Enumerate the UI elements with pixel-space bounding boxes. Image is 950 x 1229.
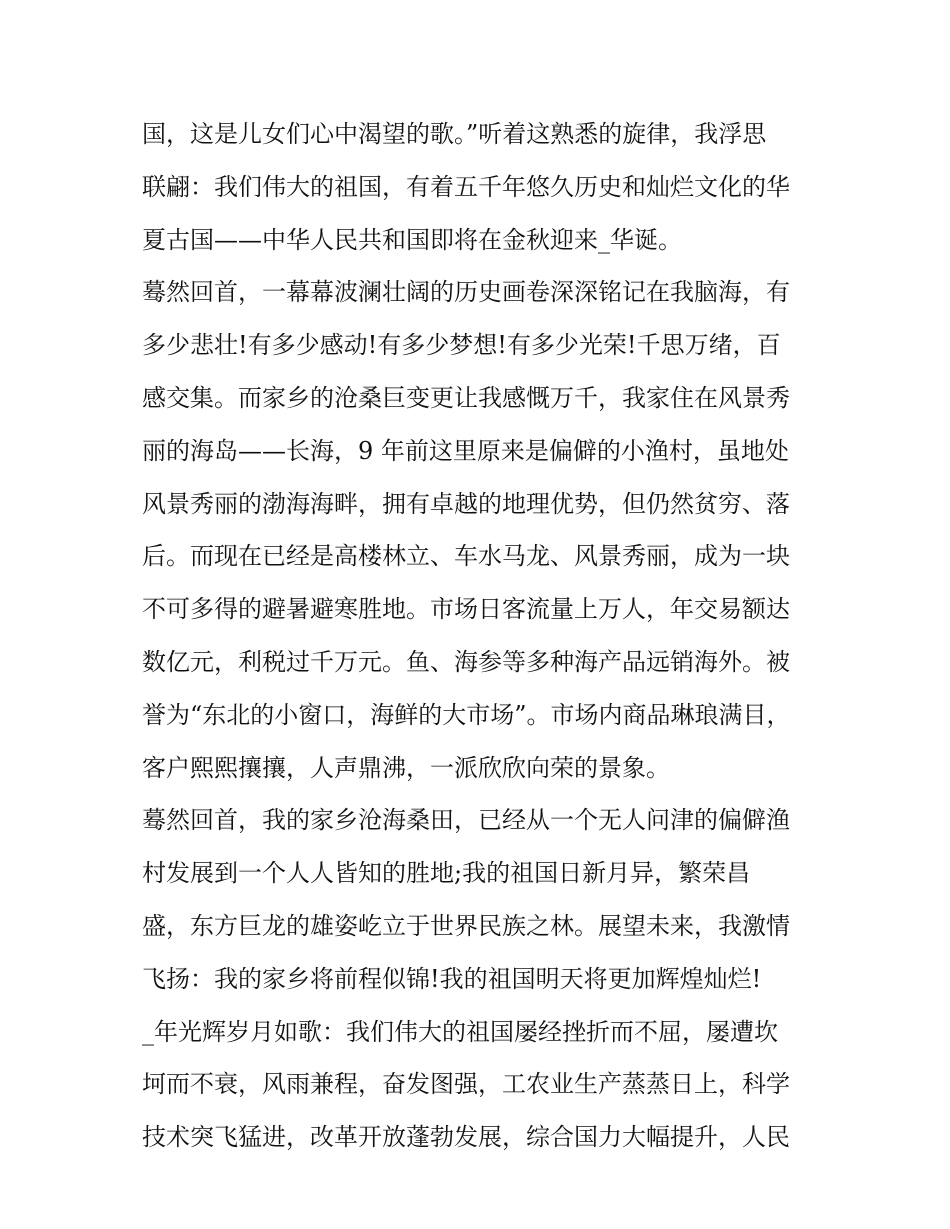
text-line: 国，这是儿女们心中渴望的歌。”听着这熟悉的旋律，我浮思: [142, 120, 767, 148]
text-line: 感交集。而家乡的沧桑巨变更让我感慨万千，我家住在风景秀: [142, 383, 790, 412]
text-line: 不可多得的避暑避寒胜地。市场日客流量上万人，年交易额达: [142, 595, 790, 624]
text-line: 多少悲壮!有多少感动!有多少梦想!有多少光荣!千思万绪，百: [142, 331, 781, 360]
text-line: _年光辉岁月如歌：我们伟大的祖国屡经挫折而不屈，屡遭坎: [142, 1017, 778, 1046]
text-line: 联翩：我们伟大的祖国，有着五千年悠久历史和灿烂文化的华: [142, 172, 790, 201]
text-line: 坷而不衰，风雨兼程，奋发图强，工农业生产蒸蒸日上，科学: [142, 1070, 790, 1099]
text-line: 夏古国——中华人民共和国即将在金秋迎来_华诞。: [142, 225, 682, 254]
essay-body: [142, 108, 822, 1164]
text-line: 飞扬：我的家乡将前程似锦!我的祖国明天将更加辉煌灿烂!: [142, 964, 762, 993]
text-line: 后。而现在已经是高楼林立、车水马龙、风景秀丽，成为一块: [142, 542, 790, 571]
text-line: 誉为“东北的小窗口，海鲜的大市场”。市场内商品琳琅满目，: [142, 700, 791, 729]
text-line: 风景秀丽的渤海海畔，拥有卓越的地理优势，但仍然贫穷、落: [142, 489, 790, 518]
text-line: 蓦然回首，我的家乡沧海桑田，已经从一个无人问津的偏僻渔: [142, 806, 790, 835]
text-line: 蓦然回首，一幕幕波澜壮阔的历史画卷深深铭记在我脑海，有: [142, 278, 790, 307]
text-line: 数亿元，利税过千万元。鱼、海参等多种海产品远销海外。被: [142, 647, 790, 676]
text-line: 客户熙熙攘攘，人声鼎沸，一派欣欣向荣的景象。: [142, 753, 670, 782]
text-line: 丽的海岛——长海，9 年前这里原来是偏僻的小渔村，虽地处: [142, 436, 789, 465]
text-line: 盛，东方巨龙的雄姿屹立于世界民族之林。展望未来，我激情: [142, 911, 790, 940]
text-line: 村发展到一个人人皆知的胜地;我的祖国日新月异，繁荣昌: [142, 859, 751, 888]
text-line: 技术突飞猛进，改革开放蓬勃发展，综合国力大幅提升，人民: [142, 1123, 790, 1152]
